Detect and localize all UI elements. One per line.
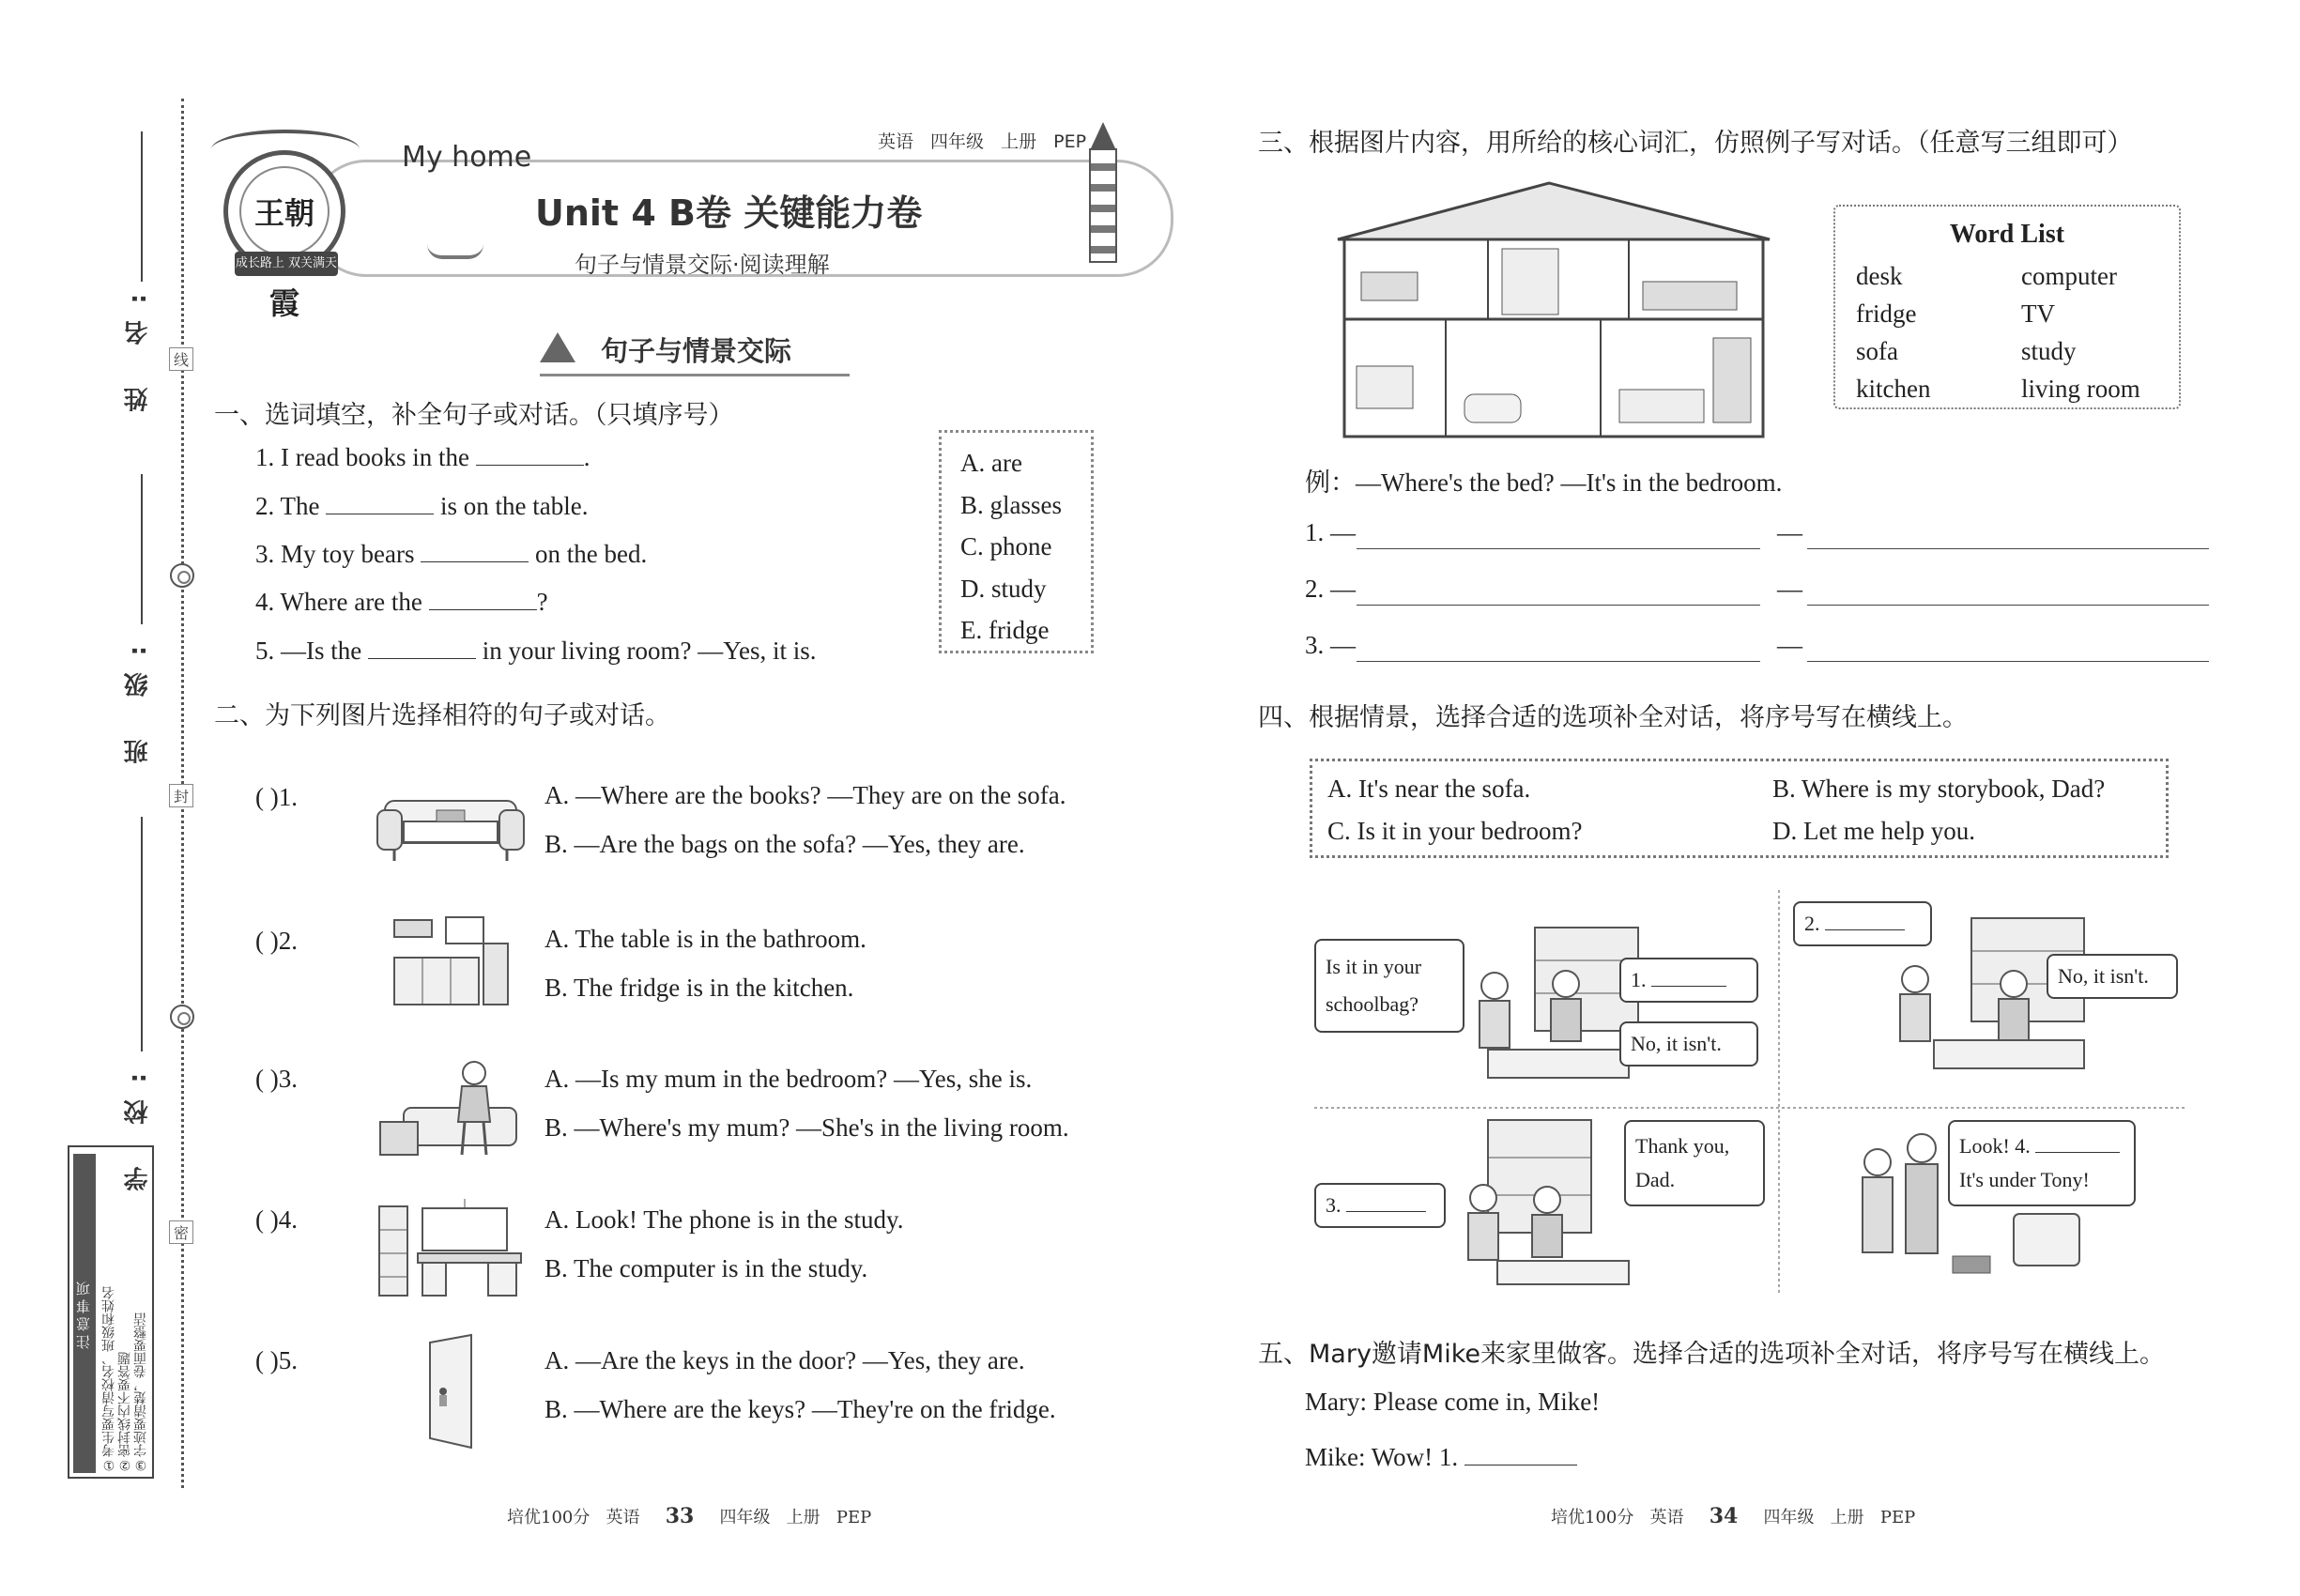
answer-paren[interactable]: ( )1. bbox=[255, 783, 298, 811]
answer-paren[interactable]: ( )5. bbox=[255, 1346, 298, 1374]
option-item: D. study bbox=[960, 574, 1047, 603]
option-item: C. Is it in your bedroom? bbox=[1327, 817, 1583, 845]
q1-item-text: in your living room? —Yes, it is. bbox=[482, 637, 817, 665]
option-item: A. are bbox=[960, 449, 1022, 477]
word-list-title: Word List bbox=[1949, 220, 2065, 249]
notice-item: ②密封线内不要答题 bbox=[117, 1352, 132, 1472]
speech-bubble bbox=[1793, 901, 1932, 946]
word-list-col2 bbox=[2021, 257, 2140, 407]
footer-grade: 四年级 bbox=[1763, 1508, 1815, 1527]
q5-line bbox=[1305, 1443, 1577, 1472]
q2-heading: 二、为下列图片选择相符的句子或对话。 bbox=[214, 701, 670, 730]
answer-paren[interactable]: ( )4. bbox=[255, 1205, 298, 1234]
q1-item-text: ? bbox=[536, 588, 548, 616]
bubble-text: 3. bbox=[1326, 1193, 1342, 1217]
name-label: 姓 名: bbox=[124, 277, 152, 412]
word-item: TV bbox=[2021, 299, 2055, 328]
bubble-text: Look! 4. bbox=[1959, 1134, 2031, 1158]
footer-term: 上册 bbox=[786, 1508, 820, 1527]
answer-line[interactable] bbox=[1807, 661, 2209, 662]
bubble-line bbox=[1959, 1129, 2124, 1163]
option-item: E. fridge bbox=[960, 616, 1050, 644]
word-item: study bbox=[2021, 337, 2077, 365]
q3-line-number: 3. — bbox=[1305, 631, 1356, 659]
word-item: sofa bbox=[1856, 337, 1898, 365]
class-label: 班 级: bbox=[124, 629, 152, 764]
binding-ring bbox=[170, 563, 194, 588]
q3-line-number: 2. — bbox=[1305, 575, 1356, 603]
q1-item bbox=[255, 540, 647, 569]
logo-text: 王朝霞 bbox=[239, 166, 330, 256]
q1-item-text: 1. I read books in the bbox=[255, 443, 469, 471]
option-a: A. —Where are the books? —They are on the sofa. bbox=[544, 781, 1066, 809]
answer-blank[interactable] bbox=[1464, 1443, 1577, 1466]
footer-edition: PEP bbox=[836, 1508, 872, 1527]
answer-blank[interactable] bbox=[1825, 913, 1905, 930]
notice-item: ③字迹要清楚，卷面要整洁 bbox=[133, 1312, 148, 1472]
house-cross-section-picture bbox=[1333, 178, 1774, 441]
school-field[interactable] bbox=[141, 817, 143, 1051]
option-b: B. The fridge is in the kitchen. bbox=[544, 974, 854, 1002]
dash: — bbox=[1777, 518, 1802, 546]
page-number: 33 bbox=[665, 1504, 695, 1528]
page-number: 34 bbox=[1709, 1504, 1739, 1528]
speech-bubble bbox=[1619, 958, 1758, 1003]
bubble-text: Is it in your bbox=[1326, 955, 1422, 978]
bubble-text: 1. bbox=[1631, 968, 1647, 991]
answer-blank[interactable] bbox=[1346, 1195, 1426, 1212]
option-a: A. —Are the keys in the door? —Yes, they are. bbox=[544, 1346, 1025, 1374]
q1-item-text: 3. My toy bears bbox=[255, 540, 415, 568]
option-b: B. The computer is in the study. bbox=[544, 1254, 868, 1282]
page-footer-right bbox=[1551, 1504, 1915, 1528]
word-item: fridge bbox=[1856, 299, 1917, 328]
q3-line-number: 1. — bbox=[1305, 518, 1356, 546]
q1-item-text: 2. The bbox=[255, 492, 320, 520]
name-field[interactable] bbox=[141, 131, 143, 282]
option-item: C. phone bbox=[960, 532, 1052, 560]
q1-heading: 一、选词填空，补全句子或对话。（只填序号） bbox=[214, 401, 734, 430]
q1-item bbox=[255, 443, 590, 472]
class-field[interactable] bbox=[141, 474, 143, 624]
kitchen-picture bbox=[390, 915, 512, 1009]
seal-mark-mi: 密 bbox=[169, 1220, 193, 1244]
unit-label: My home bbox=[402, 141, 532, 174]
mum-living-room-picture bbox=[376, 1056, 526, 1164]
bubble-text: 2. bbox=[1804, 912, 1820, 935]
answer-blank[interactable] bbox=[476, 443, 584, 466]
answer-blank[interactable] bbox=[1651, 970, 1726, 987]
section-underline bbox=[540, 374, 850, 376]
page-footer-left bbox=[507, 1504, 871, 1528]
q1-item bbox=[255, 588, 548, 617]
q1-item bbox=[255, 637, 817, 666]
q1-item-text: . bbox=[583, 443, 590, 471]
dash: — bbox=[1777, 575, 1802, 603]
answer-blank[interactable] bbox=[326, 492, 434, 514]
q4-scenes bbox=[1314, 890, 2187, 1296]
answer-line[interactable] bbox=[1357, 661, 1760, 662]
notice-item: ①考生要写清校名、班级和姓名 bbox=[101, 1286, 116, 1472]
word-item: living room bbox=[2021, 375, 2140, 403]
word-item: computer bbox=[2021, 262, 2117, 290]
answer-blank[interactable] bbox=[421, 540, 529, 562]
q3-example: 例：—Where's the bed? —It's in the bedroom. bbox=[1305, 468, 1783, 497]
answer-line[interactable] bbox=[1807, 548, 2209, 549]
q1-options-box bbox=[939, 430, 1094, 653]
answer-blank[interactable] bbox=[368, 637, 476, 659]
q1-item-text: 5. —Is the bbox=[255, 637, 362, 665]
q4-heading: 四、根据情景，选择合适的选项补全对话，将序号写在横线上。 bbox=[1258, 703, 1968, 732]
page-subtitle: 句子与情景交际·阅读理解 bbox=[575, 252, 830, 278]
q5-heading: 五、Mary邀请Mike来家里做客。选择合适的选项补全对话，将序号写在横线上。 bbox=[1258, 1340, 2166, 1369]
q1-item bbox=[255, 492, 588, 521]
sofa-picture bbox=[376, 775, 526, 864]
option-b: B. —Are the bags on the sofa? —Yes, they are. bbox=[544, 830, 1025, 858]
q1-item-text: 4. Where are the bbox=[255, 588, 422, 616]
q5-line: Mary: Please come in, Mike! bbox=[1305, 1388, 1601, 1416]
word-item: desk bbox=[1856, 262, 1903, 290]
footer-subject: 英语 bbox=[606, 1508, 640, 1527]
footer-grade: 四年级 bbox=[719, 1508, 771, 1527]
speech-bubble bbox=[1314, 1183, 1446, 1228]
answer-paren[interactable]: ( )3. bbox=[255, 1065, 298, 1093]
option-b: B. —Where are the keys? —They're on the fridge. bbox=[544, 1395, 1056, 1423]
school-label: 学 校: bbox=[124, 1056, 152, 1191]
dash: — bbox=[1777, 631, 1802, 659]
footer-book: 培优100分 bbox=[1551, 1508, 1634, 1527]
door-keys-picture bbox=[422, 1333, 479, 1450]
q1-item-text: is on the table. bbox=[440, 492, 589, 520]
answer-blank[interactable] bbox=[429, 588, 537, 610]
answer-blank[interactable] bbox=[2035, 1136, 2120, 1153]
option-a: A. Look! The phone is in the study. bbox=[544, 1205, 904, 1234]
notice-box bbox=[68, 1145, 154, 1479]
seal-mark-xian: 线 bbox=[169, 347, 193, 371]
footer-term: 上册 bbox=[1830, 1508, 1864, 1527]
q4-options-box bbox=[1310, 759, 2169, 858]
answer-line[interactable] bbox=[1357, 548, 1760, 549]
option-item: D. Let me help you. bbox=[1772, 817, 1975, 845]
word-item: kitchen bbox=[1856, 375, 1931, 403]
seal-mark-feng: 封 bbox=[169, 784, 193, 807]
footer-edition: PEP bbox=[1879, 1508, 1916, 1527]
bubble-text: It's under Tony! bbox=[1959, 1168, 2090, 1191]
word-list-box bbox=[1833, 205, 2181, 409]
boat-icon bbox=[427, 244, 483, 259]
option-item: B. glasses bbox=[960, 490, 1062, 519]
word-list-col1 bbox=[1856, 257, 1930, 407]
speech-bubble bbox=[1624, 1120, 1765, 1206]
study-computer-picture bbox=[376, 1197, 526, 1300]
notice-title: 注意事项 bbox=[73, 1154, 96, 1473]
logo-ribbon: 成长路上 双关满天 bbox=[235, 252, 338, 276]
notice-items bbox=[101, 1153, 152, 1472]
bubble-text: Thank you, bbox=[1635, 1134, 1730, 1158]
bubble-text: schoolbag? bbox=[1326, 992, 1418, 1016]
footer-book: 培优100分 bbox=[507, 1508, 590, 1527]
bubble-text: Dad. bbox=[1635, 1168, 1676, 1191]
q3-heading: 三、根据图片内容，用所给的核心词汇，仿照例子写对话。（任意写三组即可） bbox=[1258, 129, 2133, 158]
section-title: 句子与情景交际 bbox=[601, 335, 792, 367]
sailboat-icon bbox=[540, 332, 577, 364]
lighthouse-icon bbox=[1087, 122, 1119, 263]
binding-ring bbox=[170, 1005, 194, 1029]
option-item: A. It's near the sofa. bbox=[1327, 775, 1531, 803]
page-title: Unit 4 B卷 关键能力卷 bbox=[535, 192, 923, 234]
footer-subject: 英语 bbox=[1649, 1508, 1684, 1527]
option-a: A. —Is my mum in the bedroom? —Yes, she is. bbox=[544, 1065, 1033, 1093]
option-b: B. —Where's my mum? —She's in the living room. bbox=[544, 1113, 1069, 1142]
answer-line[interactable] bbox=[1807, 605, 2209, 606]
speech-bubble: No, it isn't. bbox=[2047, 954, 2178, 999]
q1-item-text: on the bed. bbox=[534, 540, 648, 568]
q5-line-text: Mike: Wow! 1. bbox=[1305, 1443, 1459, 1471]
option-item: B. Where is my storybook, Dad? bbox=[1772, 775, 2106, 803]
answer-line[interactable] bbox=[1357, 605, 1760, 606]
option-a: A. The table is in the bathroom. bbox=[544, 925, 866, 953]
speech-bubble: No, it isn't. bbox=[1619, 1021, 1758, 1067]
speech-bubble bbox=[1314, 939, 1464, 1033]
speech-bubble bbox=[1948, 1120, 2136, 1206]
answer-paren[interactable]: ( )2. bbox=[255, 927, 298, 955]
subject-tags: 英语 四年级 上册 PEP bbox=[878, 131, 1087, 152]
